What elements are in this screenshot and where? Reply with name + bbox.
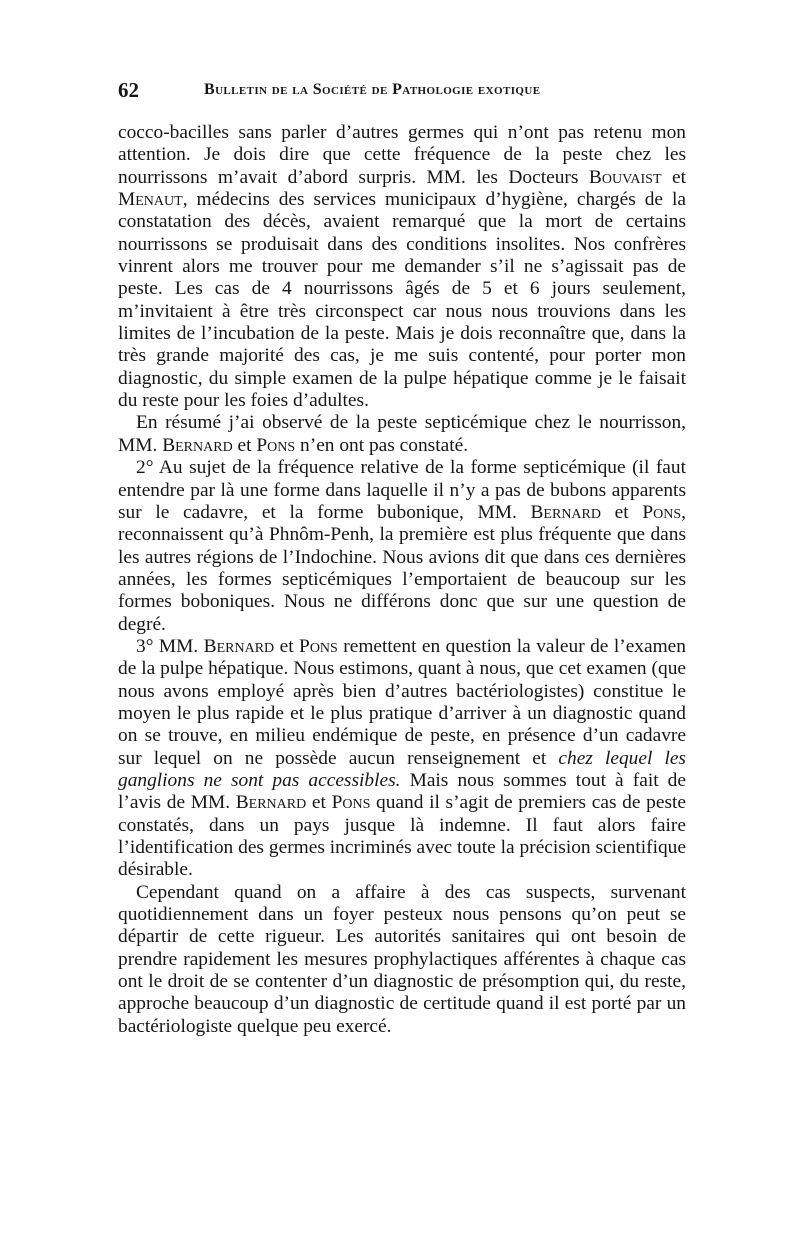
text-run: et bbox=[601, 501, 643, 523]
author-name: Menaut bbox=[118, 189, 183, 211]
author-name: Bouvaist bbox=[588, 166, 662, 188]
text-run: 2° Au sujet de la fréquence relative de la forme septicémique (il faut entendre par là une forme dans laquelle il n’y a pas de bubons apparents sur le cadavre, et la forme bubonique, MM. bbox=[118, 457, 686, 523]
paragraph-4 bbox=[118, 636, 686, 882]
paragraph-3 bbox=[118, 457, 686, 636]
italic-text: chez lequel les ganglions ne sont pas accessibles. bbox=[118, 747, 686, 791]
author-name: Bernard bbox=[530, 501, 601, 523]
text-run: , médecins des services municipaux d’hygiène, chargés de la constatation des décès, avaient remarqué que la mort de certains nourrissons se produisait dans des conditions insolites. Nos confrères vinrent alors me trouver pour me demander s’il ne s’agissait pas de peste. Les cas de 4 nourrissons âgés de 5 et 6 jours seulement, m’invitaient à être très circonspect car nous nous trouvions dans les limites de l’incubation de la peste. Mais je dois reconnaître que, dans la très grande majorité des cas, je me suis contenté, pour porter mon diagnostic, du simple examen de la pulpe hépatique comme je le faisait du reste pour les foies d’adultes. bbox=[118, 189, 686, 412]
body-text bbox=[118, 122, 686, 1038]
author-name: Pons bbox=[299, 635, 338, 657]
running-title: Bulletin de la Société de Pathologie exotique bbox=[204, 81, 541, 98]
author-name: Bernard bbox=[203, 635, 275, 657]
text-run: et bbox=[232, 434, 257, 456]
author-name: Bernard bbox=[162, 434, 233, 456]
text-run: et bbox=[306, 792, 332, 814]
paragraph-2 bbox=[118, 412, 686, 457]
text-run: quand il s’agit de premiers cas de peste constatés, dans un pays jusque là indemne. Il faut alors faire l’identification des germes incriminés avec toute la précision scientifique désirable. bbox=[118, 792, 686, 881]
text-run: Mais nous sommes tout à fait de l’avis de MM. bbox=[118, 769, 686, 814]
text-run: En résumé j’ai observé de la peste septicémique chez le nourrisson, MM. bbox=[118, 412, 686, 456]
text-run: n’en ont pas constaté. bbox=[295, 434, 469, 456]
author-name: Pons bbox=[642, 501, 682, 523]
text-run: et bbox=[661, 166, 686, 188]
text-run: 3° MM. bbox=[136, 635, 204, 657]
author-name: Bernard bbox=[235, 792, 307, 814]
author-name: Pons bbox=[331, 792, 371, 814]
text-run: remettent en question la valeur de l’examen de la pulpe hépatique. Nous estimons, quant à nous, que cet examen (que nous avons employé après bien d’autres bactériologistes) constitue le moyen le plus rapide et le plus pratique d’arriver à un diagnostic quand on se trouve, en milieu endémique de peste, en présence d’un cadavre sur lequel on ne possède aucun renseignement et bbox=[118, 635, 686, 769]
text-run: et bbox=[274, 635, 300, 657]
page-header bbox=[118, 78, 686, 106]
paragraph-5 bbox=[118, 882, 686, 1038]
page-number: 62 bbox=[118, 78, 139, 102]
text-run: Cependant quand on a affaire à des cas suspects, survenant quotidiennement dans un foyer pesteux nous pensons qu’on peut se départir de cette rigueur. Les autorités sanitaires qui ont besoin de prendre rapidement les mesures prophylactiques afférentes à chaque cas ont le droit de se contenter d’un diagnostic de présomption qui, du reste, approche beaucoup d’un diagnostic de certitude quand il est porté par un bactériologiste quelque peu exercé. bbox=[118, 881, 686, 1037]
paragraph-1 bbox=[118, 122, 686, 412]
text-run: , reconnaissent qu’à Phnôm-Penh, la première est plus fréquente que dans les autres régions de l’Indochine. Nous avions dit que dans ces dernières années, les formes septicémiques l’emportaient de beaucoup sur les formes boboniques. Nous ne différons donc que sur une question de degré. bbox=[118, 501, 686, 635]
author-name: Pons bbox=[256, 434, 296, 456]
text-run: cocco-bacilles sans parler d’autres germes qui n’ont pas retenu mon attention. Je dois dire que cette fréquence de la peste chez les nourrissons m’avait d’abord surpris. MM. les Docteurs bbox=[118, 122, 686, 188]
